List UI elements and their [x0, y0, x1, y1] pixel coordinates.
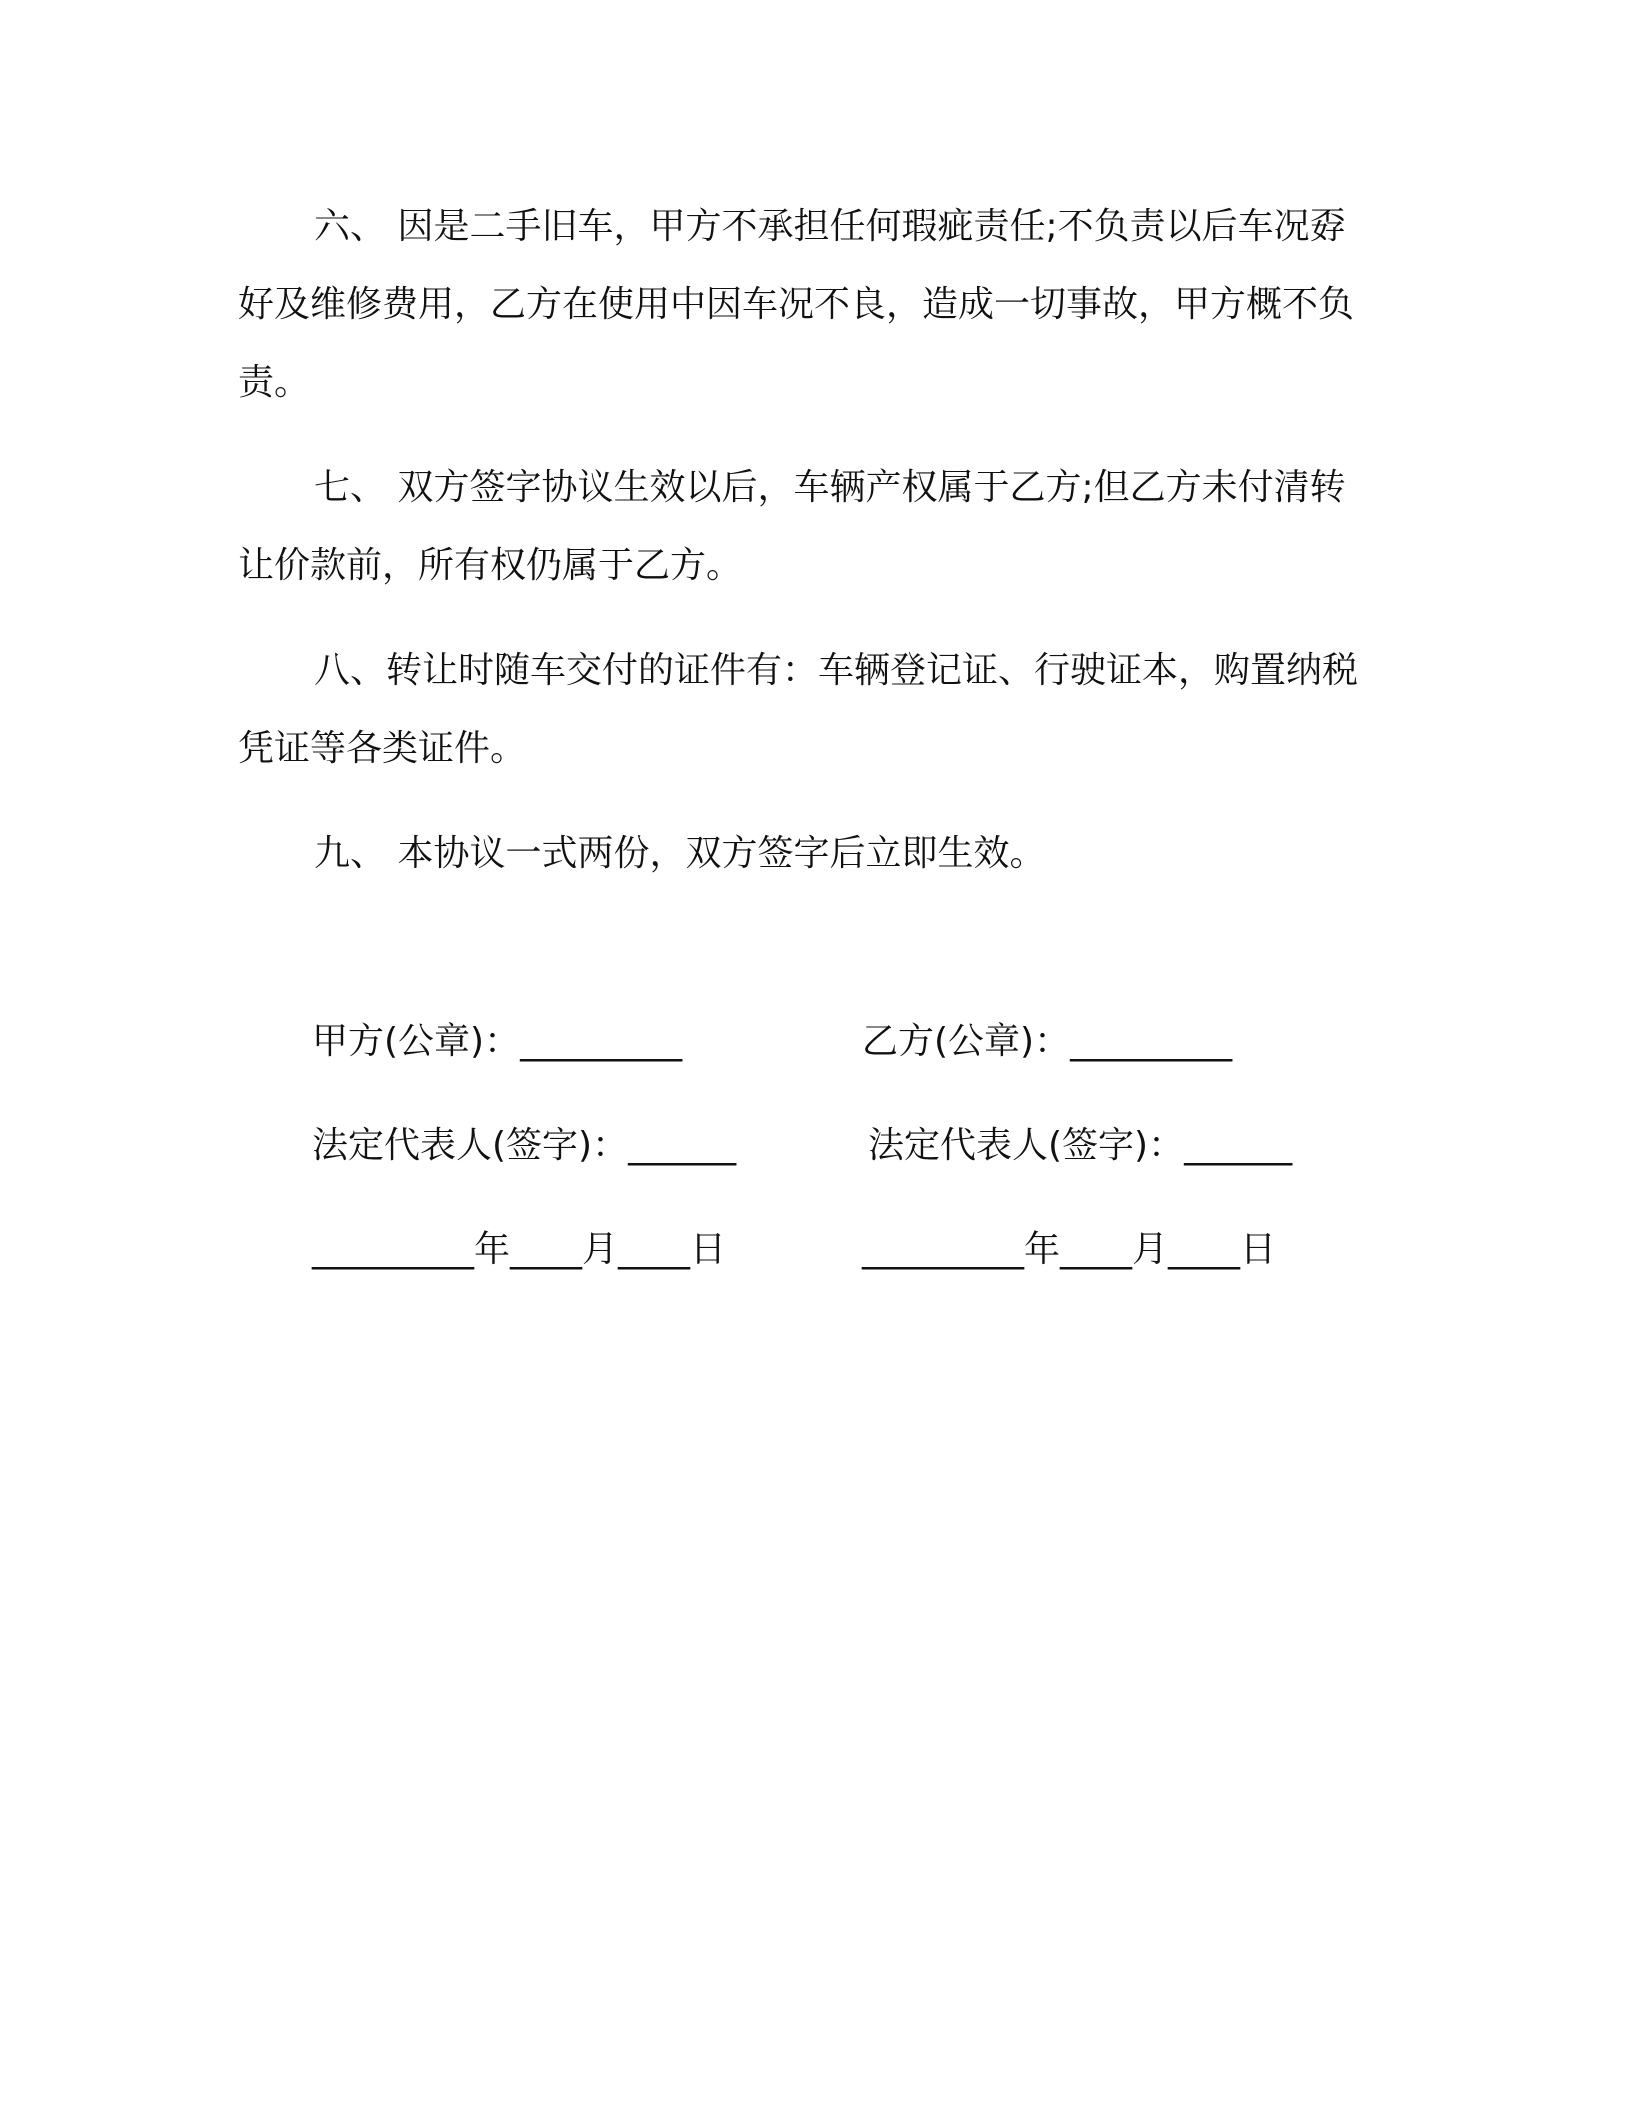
seal-row	[312, 1012, 1412, 1116]
representative-row	[312, 1116, 1412, 1220]
party-a-date-line: _________年____月____日	[312, 1229, 726, 1270]
signature-block	[312, 1012, 1412, 1324]
clause-8: 八、转让时随车交付的证件有：车辆登记证、行驶证本，购置纳税凭证等各类证件。	[238, 650, 1359, 769]
party-b-date-line: _________年____月____日	[862, 1229, 1276, 1270]
party-b-representative-line: 法定代表人(签字)：______	[868, 1125, 1293, 1166]
clause-6: 六、 因是二手旧车，甲方不承担任何瑕疵责任;不负责以后车况孬好及维修费用，乙方在使用中因车况不良，造成一切事故，甲方概不负责。	[238, 206, 1355, 403]
clause-7: 七、 双方签字协议生效以后，车辆产权属于乙方;但乙方未付清转让价款前，所有权仍属于乙方。	[238, 467, 1346, 586]
contract-clauses	[238, 188, 1378, 920]
party-b-seal-line: 乙方(公章)：_________	[862, 1021, 1233, 1062]
date-row	[312, 1220, 1412, 1324]
party-a-representative-line: 法定代表人(签字)：______	[312, 1125, 737, 1166]
party-a-seal-line: 甲方(公章)：_________	[312, 1021, 683, 1062]
clause-9: 九、 本协议一式两份，双方签字后立即生效。	[314, 833, 1046, 874]
